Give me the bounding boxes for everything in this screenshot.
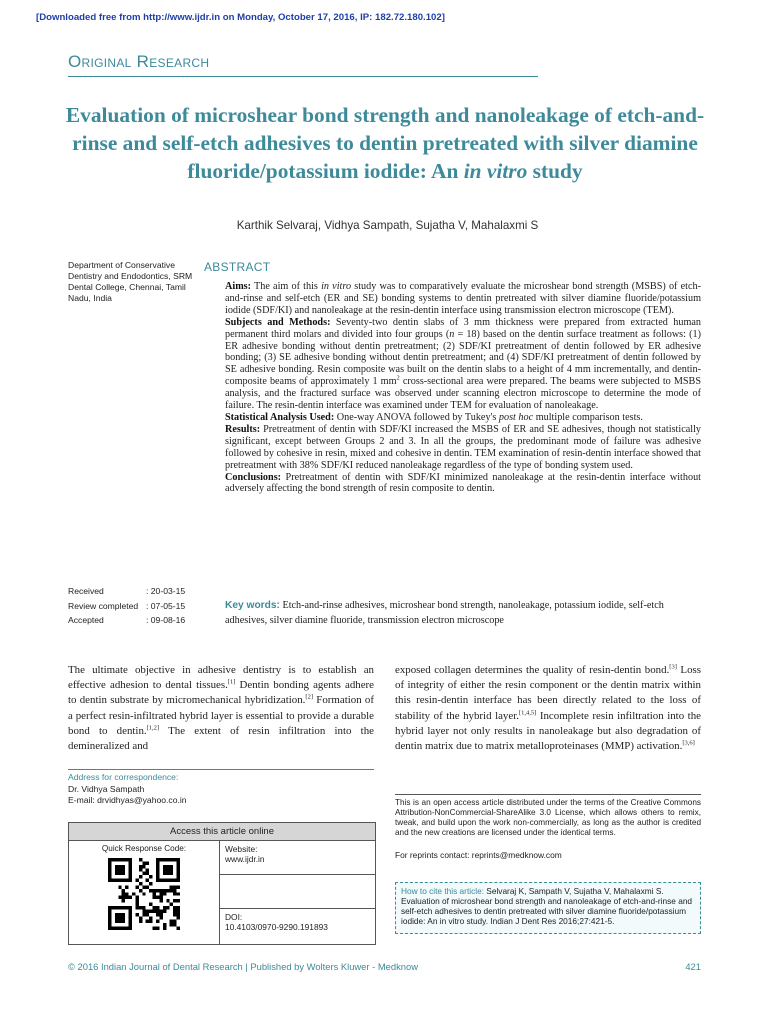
citation-ref[interactable]: [3,6] — [682, 739, 695, 747]
date-accepted — [68, 613, 208, 628]
intro-paragraph-cont — [395, 663, 701, 754]
author-list: Karthik Selvaraj, Vidhya Sampath, Sujatha V, Mahalaxmi S — [236, 219, 539, 232]
affiliation: Department of Conservative Dentistry and Endodontics, SRM Dental College, Chennai, Tamil Nadu, India — [68, 260, 193, 303]
date-label: Accepted — [68, 615, 104, 625]
abstract-statistics — [225, 412, 701, 424]
abstract-conclusions — [225, 472, 701, 496]
methods-sup: 2 — [396, 374, 400, 382]
body-text: Dentin bonding agents adhere to dentin substrate by micromechanical hybridization. — [68, 679, 374, 707]
correspondence-rule — [68, 769, 374, 770]
stats-label: Statistical Analysis Used: — [225, 411, 335, 423]
aims-text: study was to comparatively evaluate the microshear bond strength (MSBS) of etch-and-rinse and self-etch (ER and SE) bonding systems to dentin pretreated with silver diamine fluoride/potassium iodide (SDF/KI) and nanoleakage at the resin-dentin interface using transmission electron microscope (TEM). — [225, 281, 701, 316]
access-info-panel — [220, 841, 375, 944]
page-number: 421 — [685, 961, 701, 972]
methods-text: Seventy-two dentin slabs of 3 mm thickness were prepared from extracted human permanent third molars and divided into four groups ( — [225, 316, 701, 340]
methods-n: n — [449, 328, 455, 340]
doi-link[interactable]: 10.4103/0970-9290.191893 — [225, 922, 328, 932]
qr-label: Quick Response Code: — [101, 844, 187, 853]
date-label: Received — [68, 586, 104, 596]
section-label: Original Research — [68, 52, 210, 71]
results-text: Pretreatment of dentin with SDF/KI increased the MSBS of ER and SE adhesives, though not statistically significant, except between Groups 2 and 3. In all the groups, the predominant mode of failure was adhesive followed by cohesive in resin, mixed and cohesive in dentin. TEM examination of resin-dentin interface showed that pretreatment with 38% SDF/KI reduced nanoleakage regardless of the type of bonding system used. — [225, 423, 701, 471]
citation-text: Selvaraj K, Sampath V, Sujatha V, Mahalaxmi S. Evaluation of microshear bond strength and nanoleakage of etch-and-rinse and self-etch adhesives to dentin pretreated with silver diamine fluoride/potassium iodide: An in vitro study. Indian J Dent Res 2016;27:421-5. — [401, 886, 693, 927]
page-footer — [68, 961, 701, 972]
stats-italic: post hoc — [498, 411, 534, 423]
doi-cell — [220, 909, 375, 935]
article-title — [62, 101, 708, 185]
citation-ref[interactable]: [1,4,5] — [518, 708, 537, 716]
body-column-left — [68, 663, 374, 754]
correspondence-email[interactable]: E-mail: drvidhyas@yahoo.co.in — [68, 795, 187, 805]
access-online-box — [68, 822, 376, 945]
abstract-aims — [225, 281, 701, 317]
date-value: : 20-03-15 — [146, 586, 186, 596]
reprints-contact[interactable]: For reprints contact: reprints@medknow.com — [395, 850, 562, 860]
aims-label: Aims: — [225, 281, 252, 292]
citation-ref[interactable]: [3] — [669, 663, 677, 671]
body-text: exposed collagen determines the quality of resin-dentin bond. — [395, 664, 670, 676]
aims-text: The aim of this — [251, 281, 322, 292]
citation-ref[interactable]: [1] — [227, 678, 236, 686]
access-box-heading: Access this article online — [69, 823, 375, 841]
date-review-completed — [68, 599, 208, 614]
empty-cell — [220, 875, 375, 909]
website-cell — [220, 841, 375, 875]
body-text: The extent of resin infiltration into the demineralized and — [68, 724, 374, 753]
intro-paragraph — [68, 663, 374, 754]
download-banner: [Downloaded free from http://www.ijdr.in on Monday, October 17, 2016, IP: 182.72.180.102] — [36, 12, 445, 23]
abstract-body — [225, 281, 701, 495]
section-rule — [68, 76, 538, 77]
methods-text: cross-sectional area were prepared. The beams were subjected to MSBS analysis, and the fractured surface was observed under scanning electron microscope to determine the mode of failure. The resin-dentin interface was examined under TEM for evaluation of nanoleakage. — [225, 376, 701, 412]
conclusions-text: Pretreatment of dentin with SDF/KI minimized nanoleakage at the resin-dentin interface without adversely affecting the bond strength of resin composite to dentin. — [225, 471, 701, 495]
date-value: : 07-05-15 — [146, 600, 186, 611]
website-label: Website: — [225, 844, 258, 854]
correspondence-name: Dr. Vidhya Sampath — [68, 783, 145, 794]
doi-label: DOI: — [225, 912, 243, 922]
aims-italic: in vitro — [321, 281, 352, 292]
title-part-1: Evaluation of microshear bond strength and nanoleakage of etch-and-rinse and self-etch adhesives to dentin pretreated with silver diamine fluoride/potassium iodide: An — [65, 103, 705, 183]
results-label: Results: — [225, 423, 261, 435]
date-label: Review completed — [68, 600, 139, 611]
title-italic: in vitro — [463, 159, 528, 183]
footer-copyright: © 2016 Indian Journal of Dental Research | Published by Wolters Kluwer - Medknow — [68, 961, 418, 972]
article-dates — [68, 584, 208, 628]
license-text: This is an open access article distributed under the terms of the Creative Commons Attribution-NonCommercial-ShareAlike 3.0 License, which allows others to remix, tweak, and build upon the work non-commercially, as long as the author is credited and the new creations are licensed under the identical terms. — [395, 798, 701, 838]
citation-ref[interactable]: [2] — [305, 693, 314, 701]
abstract-methods — [225, 317, 701, 412]
abstract-heading: ABSTRACT — [204, 260, 271, 274]
methods-label: Subjects and Methods: — [225, 316, 331, 328]
keywords-label: Key words: — [225, 600, 280, 611]
citation-box — [395, 882, 701, 934]
date-received — [68, 584, 208, 599]
correspondence — [68, 772, 374, 807]
license-rule — [395, 794, 701, 795]
body-text: Loss of integrity of either the resin component or the dentin matrix within this resin-dentin interface has been directly related to the loss of stability of the hybrid layer. — [395, 664, 702, 722]
body-text: The ultimate objective in adhesive dentistry is to establish an effective adhesion to dental tissues. — [68, 664, 374, 692]
body-text: Incomplete resin infiltration into the hybrid layer not only results in nanoleakage but also degradation of dentin matrix due to matrix metalloproteinases (MMP) activation. — [395, 709, 701, 753]
conclusions-label: Conclusions: — [225, 471, 282, 483]
correspondence-heading: Address for correspondence: — [68, 772, 179, 782]
qr-code-icon[interactable] — [108, 858, 180, 930]
date-value: : 09-08-16 — [146, 615, 186, 625]
stats-text: multiple comparison tests. — [533, 411, 643, 423]
website-link[interactable]: www.ijdr.in — [225, 854, 265, 864]
citation-label: How to cite this article: — [401, 886, 484, 896]
keywords-text: Etch-and-rinse adhesives, microshear bond strength, nanoleakage, potassium iodide, self-etch adhesives, silver diamine fluoride, transmission electron microscope — [225, 600, 664, 626]
methods-text: = 18) based on the dentin surface treatment as follows: (1) ER adhesive bonding without dentin pretreatment; (2) SDF/KI pretreatment of dentin followed by ER adhesive bonding; (3) SE adhesive bonding without dentin pretreatment; and (4) SDF/KI pretreatment of dentin followed by SE adhesive bonding. Resin composite was built on the dentin slabs to a height of 4 mm incrementally, and dentin-composite beams of approximately 1 mm — [225, 328, 701, 388]
abstract-results — [225, 424, 701, 472]
keywords — [225, 598, 703, 628]
citation-ref[interactable]: [1,2] — [146, 724, 160, 732]
body-column-right — [395, 663, 701, 754]
stats-text: One-way ANOVA followed by Tukey's — [334, 411, 499, 423]
title-part-2: study — [527, 159, 583, 183]
body-text: Formation of a perfect resin-infiltrated hybrid layer is essential to provide a durable bond to dentin. — [68, 694, 374, 737]
qr-panel — [69, 841, 220, 944]
